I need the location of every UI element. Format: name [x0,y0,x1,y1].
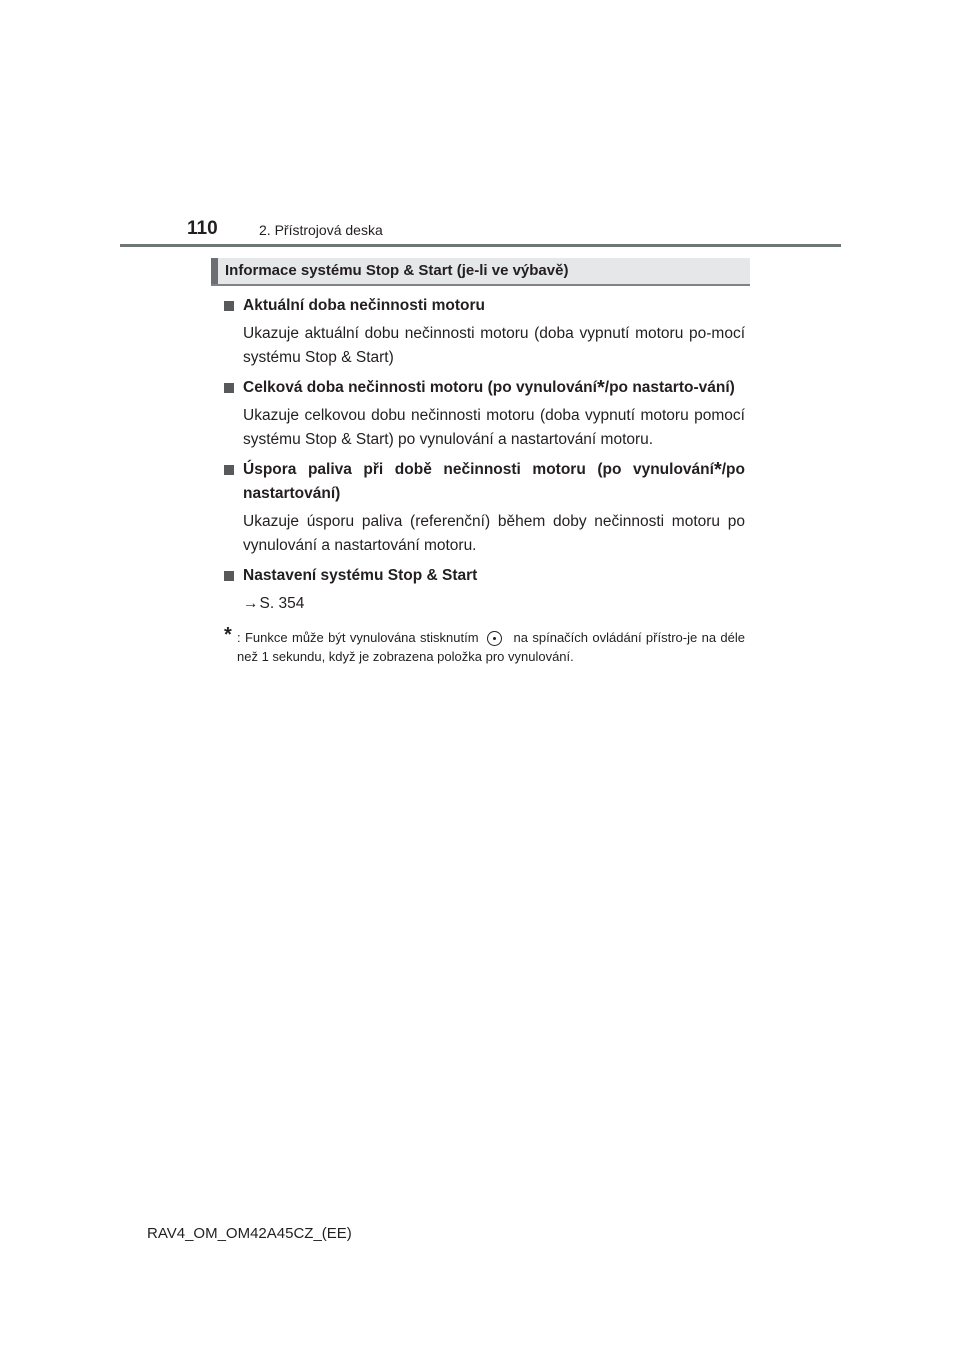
footnote [224,624,746,666]
document-code: RAV4_OM_OM42A45CZ_(EE) [147,1225,352,1242]
item-heading [224,294,745,318]
item-heading [224,564,745,588]
asterisk-icon: * [224,624,232,646]
arrow-right-icon: → [243,595,259,612]
bullet-square-icon [224,465,234,475]
header-divider [120,244,841,247]
item-heading-text: Nastavení systému Stop & Start [243,567,478,584]
bullet-square-icon [224,383,234,393]
section-accent [211,258,218,284]
asterisk-icon: * [596,377,605,399]
item-heading-text: /po nastarto-vání) [604,379,735,396]
item-heading [224,376,745,400]
asterisk-icon: * [713,459,722,481]
item-heading-text: /po nastartování) [243,461,745,502]
chapter-title: 2. Přístrojová deska [259,222,383,238]
item-heading-text: Úspora paliva při době nečinnosti motoru (po vynulování [243,461,714,478]
item-body: Ukazuje úsporu paliva (referenční) během doby nečinnosti motoru po vynulování a nastartování motoru. [243,513,745,554]
page-reference [224,592,745,616]
section-header [211,258,750,286]
dial-button-icon [487,631,502,646]
item-body: Ukazuje celkovou dobu nečinnosti motoru (doba vypnutí motoru pomocí systému Stop & Start) po vynulování a nastartování motoru. [243,407,745,448]
bullet-square-icon [224,571,234,581]
content [224,288,745,666]
item-heading-text: Celková doba nečinnosti motoru (po vynulování [243,379,597,396]
page-number: 110 [187,218,218,239]
page-reference-text: S. 354 [259,595,305,612]
item-heading [224,458,745,506]
footnote-text: na spínačích ovládání přístro-je na déle než 1 sekundu, když je zobrazena položka pro vynulování. [237,630,746,664]
footnote-text: : Funkce může být vynulována stisknutím [237,630,479,645]
bullet-square-icon [224,301,234,311]
item-body: Ukazuje aktuální dobu nečinnosti motoru (doba vypnutí motoru po-mocí systému Stop & Start) [243,325,745,366]
item-heading-text: Aktuální doba nečinnosti motoru [243,297,485,314]
section-title: Informace systému Stop & Start (je-li ve výbavě) [225,262,569,279]
